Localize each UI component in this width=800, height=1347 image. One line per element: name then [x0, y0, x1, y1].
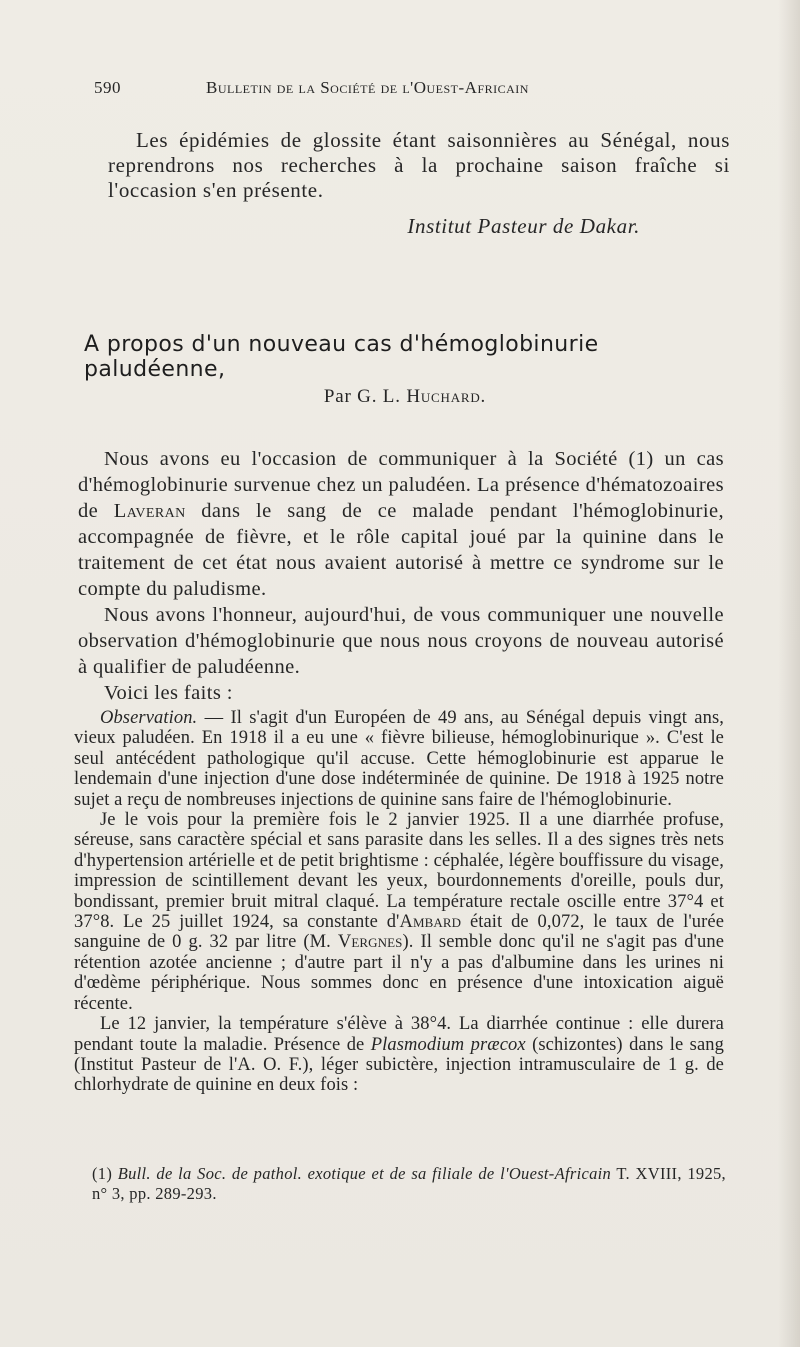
footnote-ref-italic: Bull. de la Soc. de pathol. exotique et de sa filiale de l'Ouest-Africain [117, 1164, 612, 1183]
o3-text-b: (schizontes) dans le sang (Institut Pasteur de l'A. O. F.), léger subictère, injection intramusculaire de 1 g. de chlorhydrate de quinine en deux fois : [74, 1034, 724, 1096]
p1-name-laveran: Laveran [113, 500, 186, 522]
observation-paragraph-2 [74, 810, 724, 1014]
page-number: 590 [94, 78, 121, 97]
observation-block [74, 708, 724, 1096]
page-edge-shadow [778, 0, 800, 1347]
article-body [78, 446, 724, 706]
footnote-mark: (1) [92, 1164, 113, 1183]
o3-species: Plasmodium præcox [370, 1034, 526, 1055]
o2-name-vergnes: Vergnes [337, 932, 403, 953]
author-name: Huchard. [406, 386, 487, 407]
body-paragraph-1 [78, 446, 724, 602]
byline-prefix: Par G. L. [323, 386, 401, 407]
footnote-ref-rest: T. XVIII, 1925, n° 3, pp. 289-293. [92, 1164, 726, 1203]
body-paragraph-2: Nous avons l'honneur, aujourd'hui, de vous communiquer une nouvelle observation d'hémoglobinurie que nous nous croyons de nouveau autorisé à qualifier de paludéenne. [78, 604, 724, 678]
intro-paragraph: Les épidémies de glossite étant saisonnières au Sénégal, nous reprendrons nos recherches à la prochaine saison fraîche si l'occasion s'en présente. [108, 128, 730, 202]
footnote [74, 1164, 726, 1204]
o2-text-b: était de 0,072, le taux de l'urée sanguine de 0 g. 32 par litre (M. [74, 912, 724, 953]
running-header [94, 78, 714, 108]
body-paragraph-3: Voici les faits : [104, 682, 233, 704]
o2-name-ambard: Ambard [399, 912, 462, 933]
running-title: Bulletin de la Société de l'Ouest-Africain [206, 78, 529, 97]
signature: Institut Pasteur de Dakar. [407, 214, 640, 238]
observation-lead: Observation. [100, 708, 198, 728]
o2-text-c: ). Il semble donc qu'il ne s'agit pas d'une rétention azotée ancienne ; d'autre part il n'y a pas d'albumine dans les urines ni d'œdème périphérique. Nous sommes donc en présence d'une intoxication aiguë récente. [74, 932, 725, 1014]
observation-paragraph-3 [74, 1014, 724, 1096]
p1-text-a: Nous avons eu l'occasion de communiquer à la Société (1) un cas d'hémoglobinurie survenue chez un paludéen. La présence d'hématozoaires de [78, 448, 724, 522]
article-byline [84, 386, 726, 408]
article-title: A propos d'un nouveau cas d'hémoglobinurie paludéenne, [84, 332, 599, 382]
observation-paragraph-1 [74, 708, 724, 810]
o2-text-a: Je le vois pour la première fois le 2 janvier 1925. Il a une diarrhée profuse, séreuse, sans caractère spécial et sans parasite dans les selles. Il a des signes très nets d'hypertension artérielle et de petit brightisme : céphalée, légère bouffissure du visage, impression de scintillement devant les yeux, bourdonnements d'oreille, pouls dur, bondissant, premier bruit mitral claqué. La température rectale oscille entre 37°4 et 37°8. Le 25 juillet 1924, sa constante d' [74, 810, 724, 933]
o3-text-a: Le 12 janvier, la température s'élève à 38°4. La diarrhée continue : elle durera pendant toute la maladie. Présence de [74, 1014, 724, 1055]
p1-text-b: dans le sang de ce malade pendant l'hémoglobinurie, accompagnée de fièvre, et le rôle capital joué par la quinine dans le traitement de cet état nous avaient autorisé à mettre ce syndrome sur le compte du paludisme. [78, 500, 724, 600]
observation-text-1: — Il s'agit d'un Européen de 49 ans, au Sénégal depuis vingt ans, vieux paludéen. En 1918 il a eu une « fièvre bilieuse, hémoglobinurique ». C'est le seul antécédent pathologique qu'il accuse. Cette hémoglobinurie est apparue le lendemain d'une injection d'une dose indéterminée de quinine. De 1918 à 1925 notre sujet a reçu de nombreuses injections de quinine sans faire de l'hémoglobinurie. [74, 708, 724, 810]
footnote-line [74, 1164, 726, 1204]
